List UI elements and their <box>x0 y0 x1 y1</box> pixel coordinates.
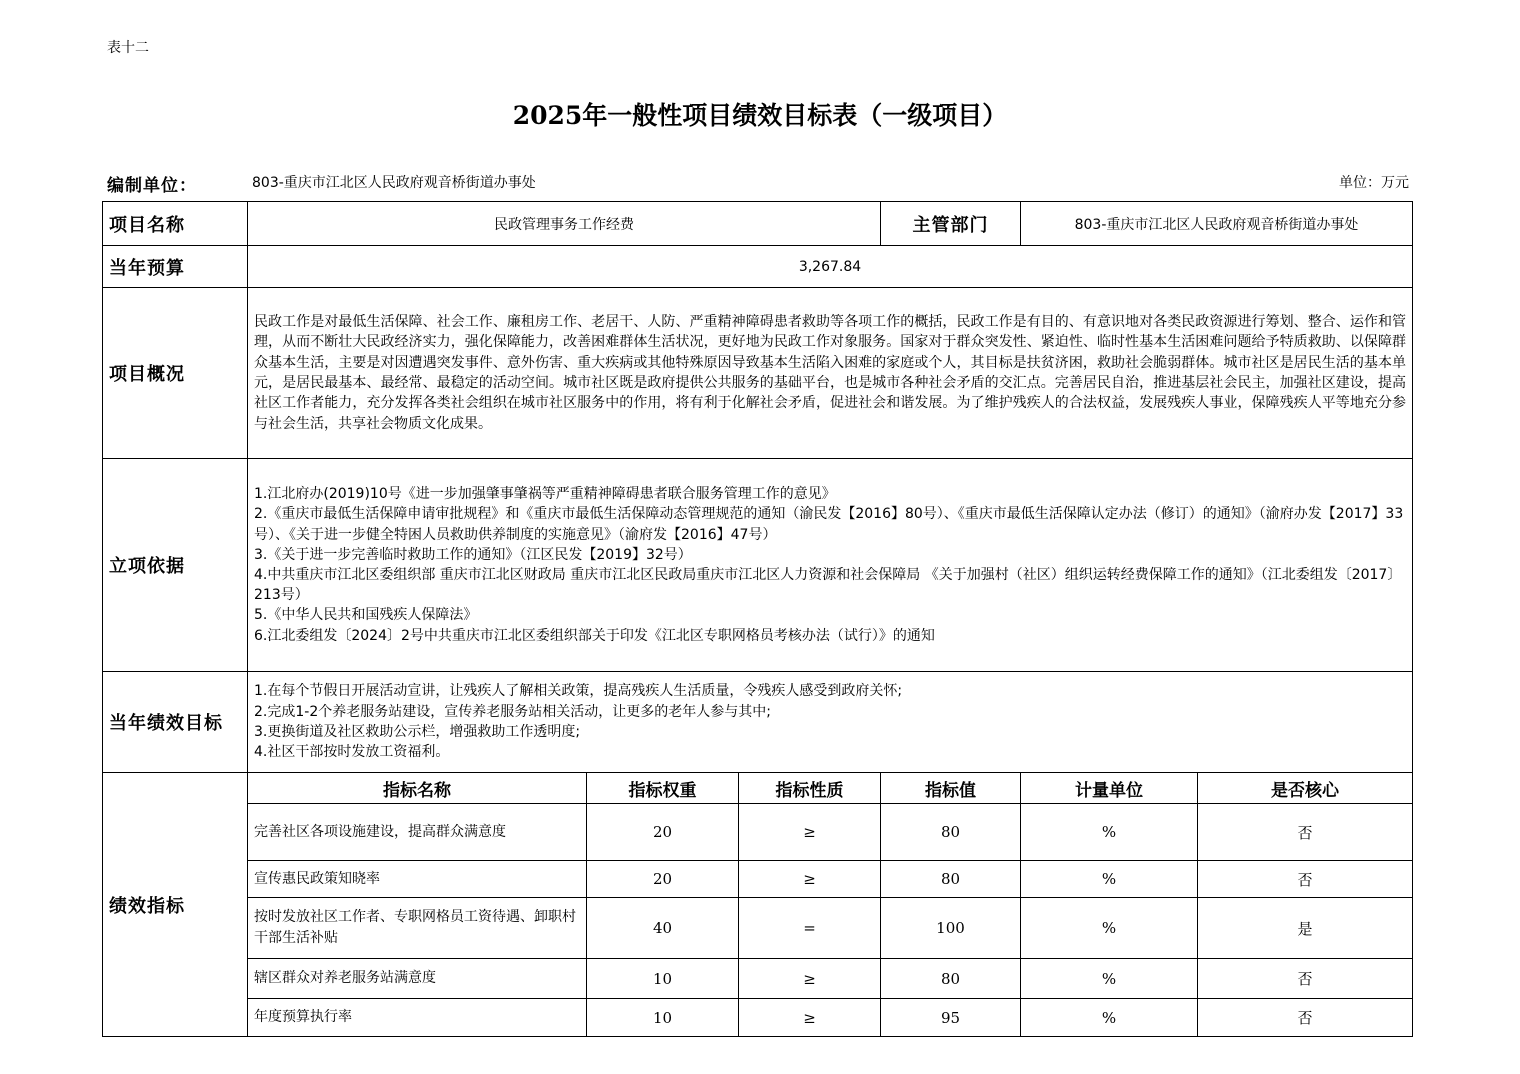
project-name-label: 项目名称 <box>103 202 248 246</box>
indicator-core: 否 <box>1198 861 1413 898</box>
goal-item: 1.在每个节假日开展活动宣讲，让残疾人了解相关政策，提高残疾人生活质量，令残疾人感受到政府关怀; <box>254 683 903 700</box>
project-name-row <box>103 202 1413 246</box>
basis-item: 2.《重庆市最低生活保障申请审批规程》和《重庆市最低生活保障动态管理规范的通知（渝民发【2016】80号）、《重庆市最低生活保障认定办法（修订）的通知》（渝府办发【2017】33号）、《关于进一步健全特困人员救助供养制度的实施意见》（渝府发【2016】47号） <box>254 506 1404 543</box>
compiling-unit-value: 803-重庆市江北区人民政府观音桥街道办事处 <box>252 175 536 191</box>
indicator-name: 按时发放社区工作者、专职网格员工资待遇、卸职村干部生活补贴 <box>248 898 587 959</box>
indicator-nature: ≥ <box>739 804 881 861</box>
indicator-weight: 40 <box>587 898 739 959</box>
goal-row <box>103 672 1413 773</box>
indicators-label: 绩效指标 <box>103 773 248 1037</box>
indicator-name: 辖区群众对养老服务站满意度 <box>248 959 587 999</box>
overview-label: 项目概况 <box>103 288 248 459</box>
table-row <box>103 999 1413 1037</box>
indicator-value: 80 <box>881 804 1021 861</box>
indicator-value: 80 <box>881 959 1021 999</box>
indicator-nature: ≥ <box>739 959 881 999</box>
project-name-value: 民政管理事务工作经费 <box>248 202 881 246</box>
basis-row <box>103 459 1413 672</box>
table-row <box>103 959 1413 999</box>
indicator-core: 否 <box>1198 999 1413 1037</box>
basis-item: 3.《关于进一步完善临时救助工作的通知》（江区民发【2019】32号） <box>254 546 692 563</box>
indicator-unit: % <box>1021 959 1198 999</box>
indicator-nature-header: 指标性质 <box>739 773 881 804</box>
page-title: 2025年一般性项目绩效目标表（一级项目） <box>512 101 1008 130</box>
table-row <box>103 804 1413 861</box>
indicator-weight: 20 <box>587 861 739 898</box>
budget-label: 当年预算 <box>103 246 248 288</box>
indicator-weight: 10 <box>587 999 739 1037</box>
goal-item: 4.社区干部按时发放工资福利。 <box>254 744 450 761</box>
goal-item: 2.完成1-2个养老服务站建设，宣传养老服务站相关活动，让更多的老年人参与其中; <box>254 703 771 720</box>
table-row <box>103 898 1413 959</box>
indicator-nature: ≥ <box>739 999 881 1037</box>
supervising-dept-label: 主管部门 <box>881 202 1021 246</box>
indicator-unit: % <box>1021 999 1198 1037</box>
indicator-name: 宣传惠民政策知晓率 <box>248 861 587 898</box>
indicator-unit: % <box>1021 861 1198 898</box>
indicator-value: 80 <box>881 861 1021 898</box>
indicator-name-header: 指标名称 <box>248 773 587 804</box>
supervising-dept-value: 803-重庆市江北区人民政府观音桥街道办事处 <box>1021 202 1413 246</box>
indicator-weight: 10 <box>587 959 739 999</box>
indicator-nature: ≥ <box>739 861 881 898</box>
indicator-value-header: 指标值 <box>881 773 1021 804</box>
basis-item: 6.江北委组发〔2024〕2号中共重庆市江北区委组织部关于印发《江北区专职网格员考核办法（试行）》的通知 <box>254 627 935 644</box>
overview-text: 民政工作是对最低生活保障、社会工作、廉租房工作、老居干、人防、严重精神障碍患者救助等各项工作的概括，民政工作是有目的、有意识地对各类民政资源进行筹划、整合、运作和管理，从而不断壮大民政经济实力，强化保障能力，改善困难群体生活状况，更好地为民政工作对象服务。国家对于群众突发性、紧迫性、临时性基本生活困难问题给予特质救助、以保障群众基本生活，主要是对因遭遇突发事件、意外伤害、重大疾病或其他特殊原因导致基本生活陷入困难的家庭或个人，其目标是扶贫济困，救助社会脆弱群体。城市社区是居民生活的基本单元，是居民最基本、最经常、最稳定的活动空间。城市社区既是政府提供公共服务的基础平台，也是城市各种社会矛盾的交汇点。完善居民自治，推进基层社会民主，加强社区建设，提高社区工作者能力，充分发挥各类社会组织在城市社区服务中的作用，将有利于化解社会矛盾，促进社会和谐发展。为了维护残疾人的合法权益，发展残疾人事业，保障残疾人平等地充分参与社会生活，共享社会物质文化成果。 <box>248 288 1413 459</box>
basis-list <box>248 459 1413 672</box>
table-number-label: 表十二 <box>107 40 149 56</box>
table-row <box>103 861 1413 898</box>
indicator-weight-header: 指标权重 <box>587 773 739 804</box>
overview-row <box>103 288 1413 459</box>
indicator-unit: % <box>1021 898 1198 959</box>
budget-value: 3,267.84 <box>248 246 1413 288</box>
indicator-weight: 20 <box>587 804 739 861</box>
performance-goal-table <box>102 201 1413 1037</box>
indicator-core: 否 <box>1198 804 1413 861</box>
compiling-unit-label: 编制单位： <box>107 176 197 196</box>
indicator-name: 完善社区各项设施建设，提高群众满意度 <box>248 804 587 861</box>
indicator-nature: = <box>739 898 881 959</box>
indicator-core-header: 是否核心 <box>1198 773 1413 804</box>
basis-item: 5.《中华人民共和国残疾人保障法》 <box>254 607 478 624</box>
basis-item: 1.江北府办(2019)10号《进一步加强肇事肇祸等严重精神障碍患者联合服务管理工作的意见》 <box>254 486 836 503</box>
indicator-core: 否 <box>1198 959 1413 999</box>
indicator-core: 是 <box>1198 898 1413 959</box>
indicator-unit-header: 计量单位 <box>1021 773 1198 804</box>
indicator-name: 年度预算执行率 <box>248 999 587 1037</box>
basis-item: 4.中共重庆市江北区委组织部 重庆市江北区财政局 重庆市江北区民政局重庆市江北区人力资源和社会保障局 《关于加强村（社区）组织运转经费保障工作的通知》（江北委组发〔2017〕213号） <box>254 567 1402 604</box>
basis-label: 立项依据 <box>103 459 248 672</box>
money-unit-label: 单位：万元 <box>1339 175 1409 191</box>
goal-label: 当年绩效目标 <box>103 672 248 773</box>
indicator-header-row <box>103 773 1413 804</box>
indicator-unit: % <box>1021 804 1198 861</box>
indicator-value: 100 <box>881 898 1021 959</box>
goal-item: 3.更换街道及社区救助公示栏，增强救助工作透明度; <box>254 724 581 740</box>
budget-row <box>103 246 1413 288</box>
indicator-value: 95 <box>881 999 1021 1037</box>
goal-list <box>248 672 1413 773</box>
